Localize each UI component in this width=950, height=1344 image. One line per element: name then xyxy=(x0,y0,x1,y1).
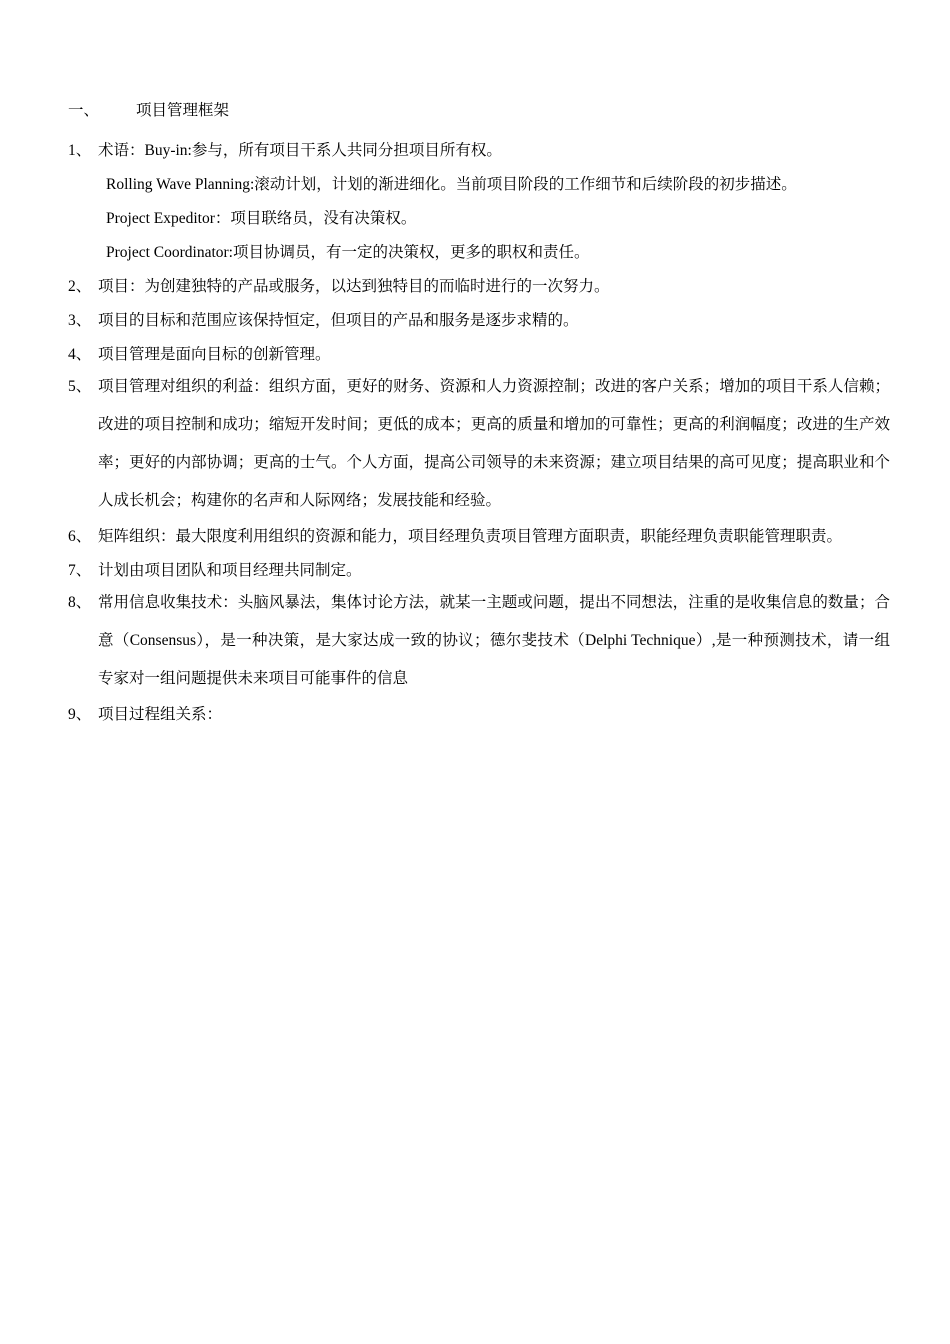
list-item-number: 5、 xyxy=(68,378,92,395)
list-item-text: 项目：为创建独特的产品或服务，以达到独特目的而临时进行的一次努力。 xyxy=(98,278,610,295)
content-list xyxy=(68,134,890,732)
term-definition: Rolling Wave Planning:滚动计划，计划的渐进细化。当前项目阶段的工作细节和后续阶段的初步描述。 xyxy=(106,176,797,193)
list-item xyxy=(68,134,890,168)
list-item-text: 项目的目标和范围应该保持恒定，但项目的产品和服务是逐步求精的。 xyxy=(98,312,579,329)
list-item-number: 9、 xyxy=(68,706,92,723)
list-item-number: 3、 xyxy=(68,312,92,329)
list-item xyxy=(68,368,890,520)
list-item xyxy=(68,338,890,372)
list-item xyxy=(68,520,890,554)
list-item-text: 项目管理是面向目标的创新管理。 xyxy=(98,346,331,363)
section-title: 项目管理框架 xyxy=(136,102,230,119)
section-heading xyxy=(68,100,229,122)
list-item-text: 项目管理对组织的利益：组织方面，更好的财务、资源和人力资源控制；改进的客户关系；增加的项目干系人信赖；改进的项目控制和成功；缩短开发时间；更低的成本；更高的质量和增加的可靠性；更高的利润幅度；改进的生产效率；更好的内部协调；更高的士气。个人方面，提高公司领导的未来资源；建立项目结果的高可见度；提高职业和个人成长机会；构建你的名声和人际网络；发展技能和经验。 xyxy=(98,378,890,509)
list-item-text: 术语：Buy-in:参与，所有项目干系人共同分担项目所有权。 xyxy=(98,142,502,159)
list-item-text: 项目过程组关系： xyxy=(98,706,223,723)
list-item-text: 计划由项目团队和项目经理共同制定。 xyxy=(98,562,362,579)
section-number: 一、 xyxy=(68,102,100,119)
term-definition: Project Expeditor：项目联络员，没有决策权。 xyxy=(106,210,417,227)
list-item xyxy=(68,554,890,588)
list-item-number: 1、 xyxy=(68,142,92,159)
list-item-text: 常用信息收集技术：头脑风暴法，集体讨论方法，就某一主题或问题，提出不同想法，注重的是收集信息的数量；合意（Consensus），是一种决策，是大家达成一致的协议；德尔斐技术（Delphi Technique）,是一种预测技术，请一组专家对一组问题提供未来项目可能事件的信息 xyxy=(98,594,890,687)
list-item xyxy=(68,270,890,304)
term-definition: Project Coordinator:项目协调员，有一定的决策权，更多的职权和责任。 xyxy=(106,244,590,261)
list-item xyxy=(68,698,890,732)
list-item-number: 7、 xyxy=(68,562,92,579)
list-item xyxy=(68,584,890,698)
list-item-number: 6、 xyxy=(68,528,92,545)
list-item-text: 矩阵组织：最大限度利用组织的资源和能力，项目经理负责项目管理方面职责，职能经理负责职能管理职责。 xyxy=(98,528,843,545)
list-item-number: 2、 xyxy=(68,278,92,295)
list-item-number: 4、 xyxy=(68,346,92,363)
list-item-number: 8、 xyxy=(68,594,92,611)
list-item xyxy=(68,304,890,338)
